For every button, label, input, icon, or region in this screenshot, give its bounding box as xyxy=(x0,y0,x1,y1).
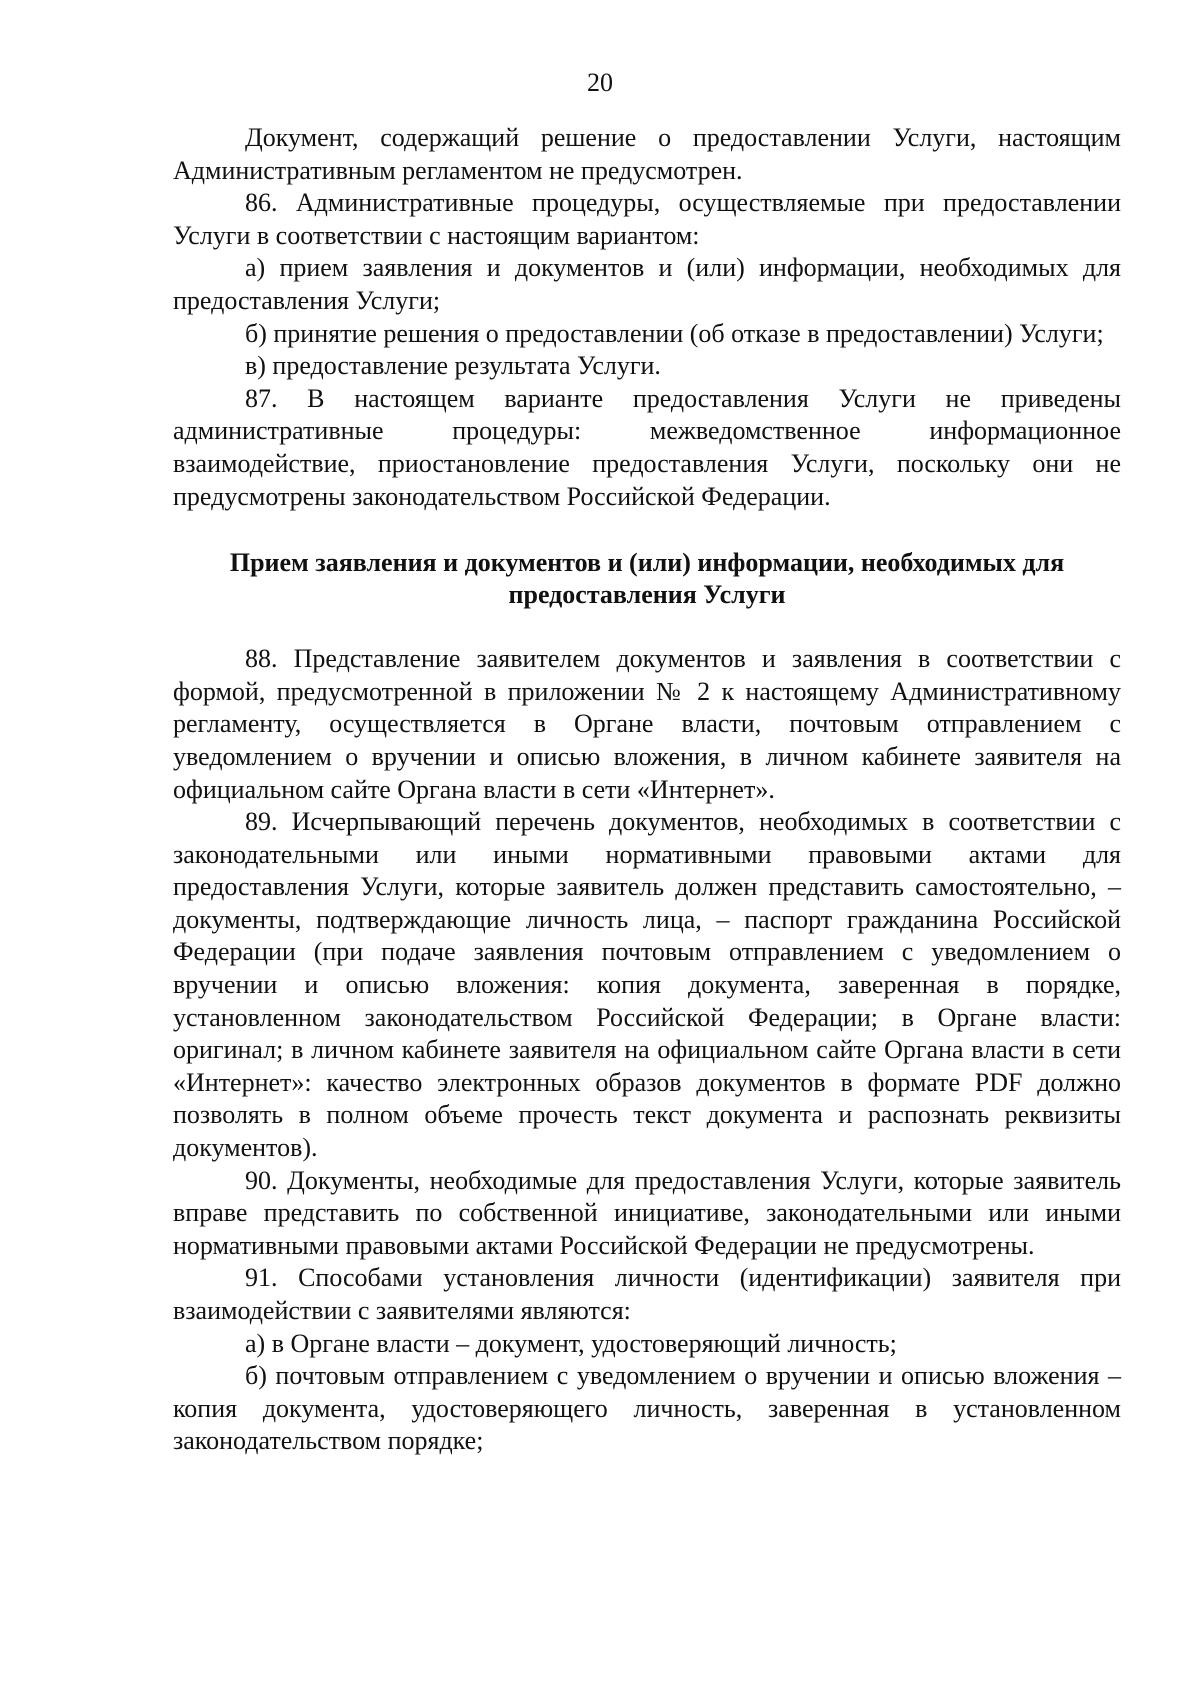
section-heading: Прием заявления и документов и (или) информации, необходимых для предоставления Услуги xyxy=(229,548,1065,610)
paragraph-89: 89. Исчерпывающий перечень документов, необходимых в соответствии с законодательными или иными нормативными правовыми актами для предоставления Услуги, которые заявитель должен представить самостоятельно, – документы, подтверждающие личность лица, – паспорт гражданина Российской Федерации (при подаче заявления почтовым отправлением с уведомлением о вручении и описью вложения: копия документа, заверенная в порядке, установленном законодательством Российской Федерации; в Органе власти: оригинал; в личном кабинете заявителя на официальном сайте Органа власти в сети «Интернет»: качество электронных образов документов в формате PDF должно позволять в полном объеме прочесть текст документа и распознать реквизиты документов). xyxy=(173,807,1121,1163)
list-item-a: а) прием заявления и документов и (или) информации, необходимых для предоставления Услуги; xyxy=(173,253,1121,315)
paragraph-no-decision-document: Документ, содержащий решение о предоставлении Услуги, настоящим Административным регламентом не предусмотрен. xyxy=(173,123,1121,185)
paragraph-90: 90. Документы, необходимые для предоставления Услуги, которые заявитель вправе представить по собственной инициативе, законодательными или иными нормативными правовыми актами Российской Федерации не предусмотрены. xyxy=(173,1165,1121,1260)
identification-item-a: а) в Органе власти – документ, удостоверяющий личность; xyxy=(245,1328,897,1358)
paragraph-86: 86. Административные процедуры, осуществляемые при предоставлении Услуги в соответствии с настоящим вариантом: xyxy=(173,188,1121,250)
list-item-b: б) принятие решения о предоставлении (об отказе в предоставлении) Услуги; xyxy=(245,318,1104,348)
page-number: 20 xyxy=(587,68,613,97)
document-body xyxy=(173,122,1121,1458)
identification-item-b: б) почтовым отправлением с уведомлением о вручении и описью вложения – копия документа, удостоверяющего личность, заверенная в установленном законодательством порядке; xyxy=(173,1361,1121,1456)
paragraph-87: 87. В настоящем варианте предоставления Услуги не приведены административные процедуры: межведомственное информационное взаимодействие, приостановление предоставления Услуги, поскольку они не предусмотрены законодательством Российской Федерации. xyxy=(173,383,1121,511)
paragraph-88: 88. Представление заявителем документов и заявления в соответствии с формой, предусмотренной в приложении № 2 к настоящему Административному регламенту, осуществляется в Органе власти, почтовым отправлением с уведомлением о вручении и описью вложения, в личном кабинете заявителя на официальном сайте Органа власти в сети «Интернет». xyxy=(173,644,1121,804)
paragraph-91: 91. Способами установления личности (идентификации) заявителя при взаимодействии с заявителями являются: xyxy=(173,1263,1121,1325)
list-item-v: в) предоставление результата Услуги. xyxy=(245,351,661,381)
